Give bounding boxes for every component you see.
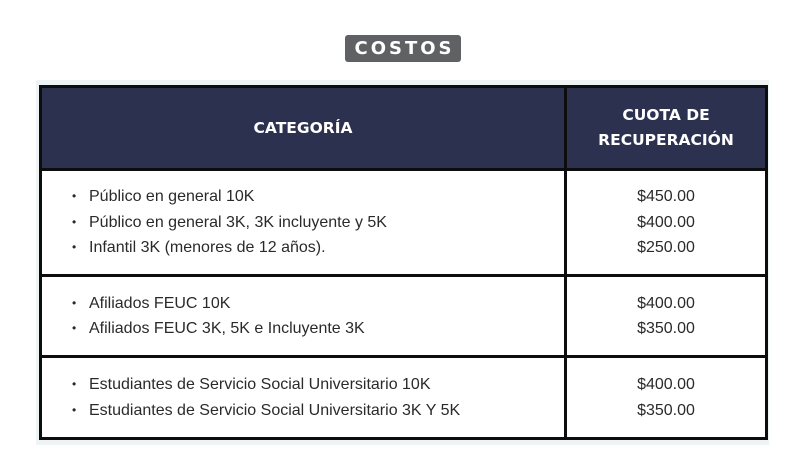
bullet-icon: • [72,377,77,392]
category-list [42,372,564,423]
category-cell [41,170,566,276]
table-row [41,170,767,276]
fee-value: $350.00 [637,320,695,338]
category-text: Afiliados FEUC 3K, 5K e Incluyente 3K [89,320,365,338]
fee-header-line2: RECUPERACIÓN [598,131,734,149]
bullet-icon: • [72,402,77,417]
category-text: Estudiantes de Servicio Social Universitario 10K [89,376,431,394]
fee-value: $400.00 [637,376,695,394]
fee-cell [566,276,767,357]
bullet-icon: • [72,240,77,255]
list-item [72,372,564,398]
category-cell [41,276,566,357]
fee-list [567,184,765,261]
fee-cell [566,357,767,439]
table-header-row [41,87,767,170]
fee-cell [566,170,767,276]
category-text: Infantil 3K (menores de 12 años). [89,239,326,257]
bullet-icon: • [72,321,77,336]
fee-list [567,372,765,423]
fee-value: $450.00 [637,188,695,206]
fee-value: $400.00 [637,213,695,231]
fee-header [566,87,767,170]
category-text: Público en general 10K [89,188,255,206]
fee-list [567,291,765,342]
title-wrapper [0,35,806,62]
list-item [72,184,564,210]
category-cell [41,357,566,439]
bullet-icon: • [72,295,77,310]
list-item [72,235,564,261]
table-row [41,357,767,439]
category-text: Afiliados FEUC 10K [89,294,231,312]
page-title: COSTOS [345,35,460,62]
category-header [41,87,566,170]
list-item [72,210,564,236]
category-text: Estudiantes de Servicio Social Universitario 3K Y 5K [89,401,461,419]
category-text: Público en general 3K, 3K incluyente y 5K [89,213,387,231]
fee-value: $350.00 [637,401,695,419]
fee-header-line1: CUOTA DE [622,106,710,124]
fee-value: $250.00 [637,239,695,257]
table-row [41,276,767,357]
category-list [42,184,564,261]
list-item [72,316,564,342]
costs-table [39,85,768,440]
list-item [72,291,564,317]
category-list [42,291,564,342]
category-header-label: CATEGORÍA [253,118,353,137]
fee-value: $400.00 [637,294,695,312]
bullet-icon: • [72,189,77,204]
bullet-icon: • [72,214,77,229]
list-item [72,398,564,424]
